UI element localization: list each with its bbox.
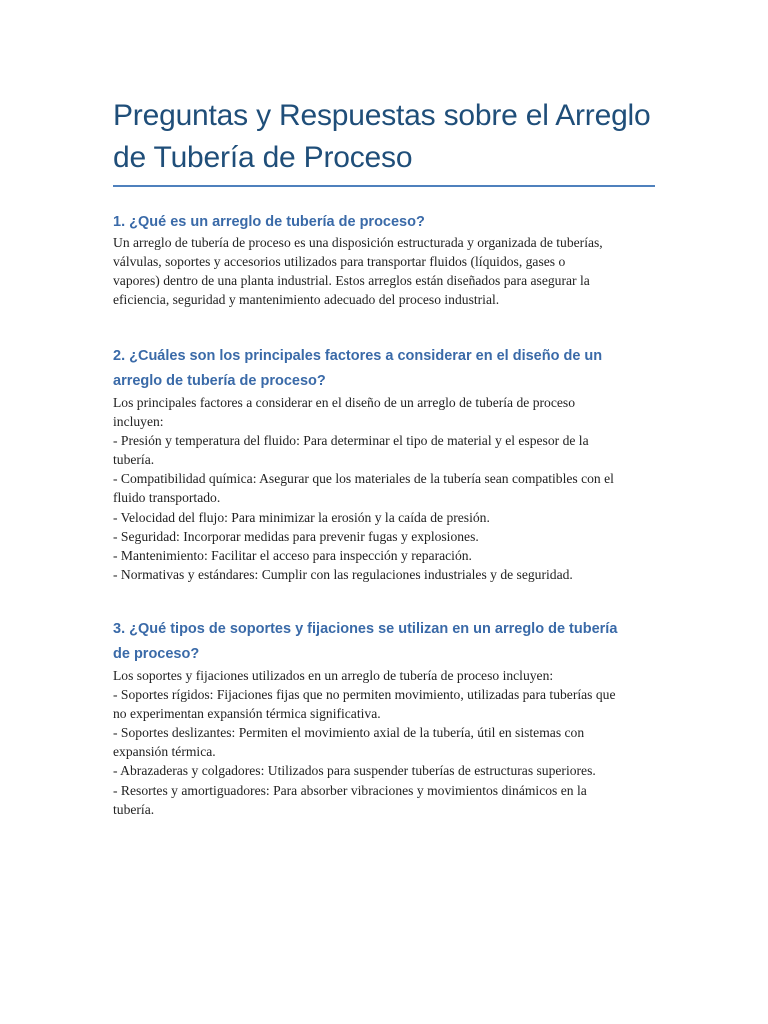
answer-line: - Compatibilidad química: Asegurar que los materiales de la tubería sean compatibles con el — [113, 471, 614, 487]
title-line-2: de Tubería de Proceso — [113, 141, 413, 174]
page-title — [113, 95, 655, 179]
answer-line: fluido transportado. — [113, 490, 221, 506]
answer-paragraph — [113, 393, 655, 584]
qa-section-3 — [113, 617, 655, 819]
answer-line: expansión térmica. — [113, 744, 216, 760]
question-heading — [113, 617, 655, 667]
answer-line: Los principales factores a considerar en el diseño de un arreglo de tubería de proceso — [113, 395, 575, 410]
answer-line: eficiencia, seguridad y mantenimiento adecuado del proceso industrial. — [113, 292, 500, 308]
question-heading — [113, 344, 655, 394]
title-line-1: Preguntas y Respuestas sobre el Arreglo — [113, 99, 651, 132]
answer-paragraph — [113, 666, 655, 819]
answer-line: - Seguridad: Incorporar medidas para prevenir fugas y explosiones. — [113, 528, 479, 544]
answer-line: Un arreglo de tubería de proceso es una disposición estructurada y organizada de tuberías, — [113, 235, 603, 250]
question-line: 3. ¿Qué tipos de soportes y fijaciones se utilizan en un arreglo de tubería — [113, 621, 618, 637]
question-line: 2. ¿Cuáles son los principales factores a considerar en el diseño de un — [113, 348, 603, 364]
answer-line: - Mantenimiento: Facilitar el acceso para inspección y reparación. — [113, 547, 472, 563]
answer-line: tubería. — [113, 452, 155, 468]
answer-line: tubería. — [113, 801, 155, 817]
answer-line: válvulas, soportes y accesorios utilizados para transportar fluidos (líquidos, gases o — [113, 254, 566, 270]
answer-line: - Soportes rígidos: Fijaciones fijas que no permiten movimiento, utilizadas para tuberías que — [113, 687, 616, 703]
answer-line: - Velocidad del flujo: Para minimizar la erosión y la caída de presión. — [113, 509, 490, 525]
answer-line: incluyen: — [113, 414, 164, 430]
question-line: 1. ¿Qué es un arreglo de tubería de proceso? — [113, 214, 425, 230]
question-line: de proceso? — [113, 646, 200, 662]
qa-section-2 — [113, 344, 655, 584]
question-heading — [113, 210, 655, 235]
question-line: arreglo de tubería de proceso? — [113, 373, 326, 389]
answer-line: - Normativas y estándares: Cumplir con las regulaciones industriales y de seguridad. — [113, 566, 573, 582]
title-divider — [113, 185, 655, 187]
answer-line: - Abrazaderas y colgadores: Utilizados para suspender tuberías de estructuras superiores. — [113, 763, 596, 779]
answer-paragraph — [113, 233, 655, 309]
answer-line: vapores) dentro de una planta industrial. Estos arreglos están diseñados para asegurar la — [113, 273, 590, 289]
answer-line: - Presión y temperatura del fluido: Para determinar el tipo de material y el espesor de la — [113, 433, 589, 449]
document-page — [113, 95, 655, 817]
answer-line: no experimentan expansión térmica significativa. — [113, 706, 381, 722]
answer-line: - Soportes deslizantes: Permiten el movimiento axial de la tubería, útil en sistemas con — [113, 725, 585, 741]
qa-section-1 — [113, 210, 655, 309]
answer-line: Los soportes y fijaciones utilizados en un arreglo de tubería de proceso incluyen: — [113, 668, 554, 683]
answer-line: - Resortes y amortiguadores: Para absorber vibraciones y movimientos dinámicos en la — [113, 782, 587, 798]
